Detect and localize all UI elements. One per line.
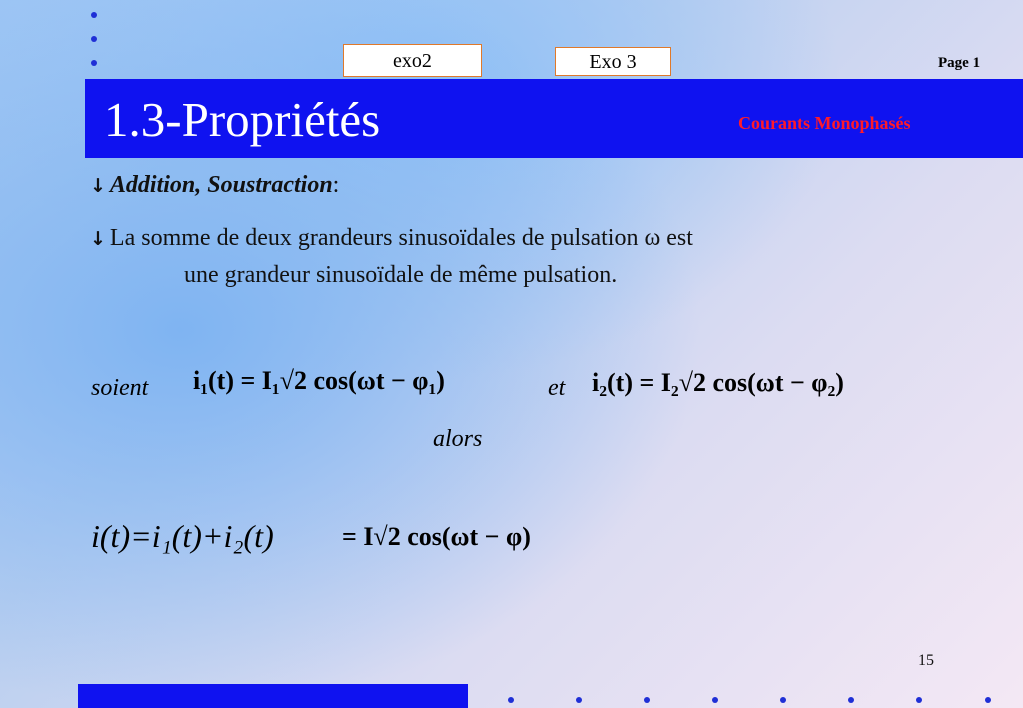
addition-colon: : bbox=[332, 172, 340, 198]
decor-dot bbox=[712, 697, 718, 703]
decor-dot bbox=[91, 60, 97, 66]
decor-dot bbox=[848, 697, 854, 703]
equation-i1: i₁(t) = I₁√2 cos(ωt − φ₁) bbox=[193, 366, 445, 395]
sum-rhs: = I√2 cos(ωt − φ) bbox=[342, 522, 531, 551]
exo3-button[interactable]: Exo 3 bbox=[555, 47, 671, 76]
decor-dot bbox=[644, 697, 650, 703]
somme-text-2: une grandeur sinusoïdale de même pulsation. bbox=[184, 262, 618, 288]
decor-dot bbox=[780, 697, 786, 703]
sum-lhs: i(t)=i₁(t)+i₂(t) bbox=[91, 518, 274, 554]
decor-dot bbox=[91, 36, 97, 42]
bullet-somme bbox=[90, 220, 693, 293]
alors-label: alors bbox=[433, 426, 483, 452]
slide-title: 1.3-Propriétés bbox=[104, 92, 381, 147]
decor-dot bbox=[508, 697, 514, 703]
page-number: 15 bbox=[918, 652, 934, 669]
soient-label: soient bbox=[91, 375, 149, 401]
arrow-icon: ↓ bbox=[90, 175, 106, 197]
slide-subtitle: Courants Monophasés bbox=[738, 113, 911, 133]
decor-dot bbox=[985, 697, 991, 703]
addition-heading: Addition, Soustraction bbox=[109, 172, 333, 198]
equation-i2: i₂(t) = I₂√2 cos(ωt − φ₂) bbox=[592, 368, 844, 397]
arrow-icon: ↓ bbox=[90, 228, 106, 250]
exo2-button[interactable]: exo2 bbox=[343, 44, 482, 77]
decor-dot bbox=[576, 697, 582, 703]
et-label: et bbox=[548, 375, 566, 401]
page-label: Page 1 bbox=[938, 55, 981, 71]
bottom-bar bbox=[78, 684, 468, 708]
bullet-addition bbox=[90, 172, 339, 199]
decor-dot bbox=[91, 12, 97, 18]
decor-dot bbox=[916, 697, 922, 703]
somme-text-1: La somme de deux grandeurs sinusoïdales de pulsation ω est bbox=[109, 225, 693, 251]
